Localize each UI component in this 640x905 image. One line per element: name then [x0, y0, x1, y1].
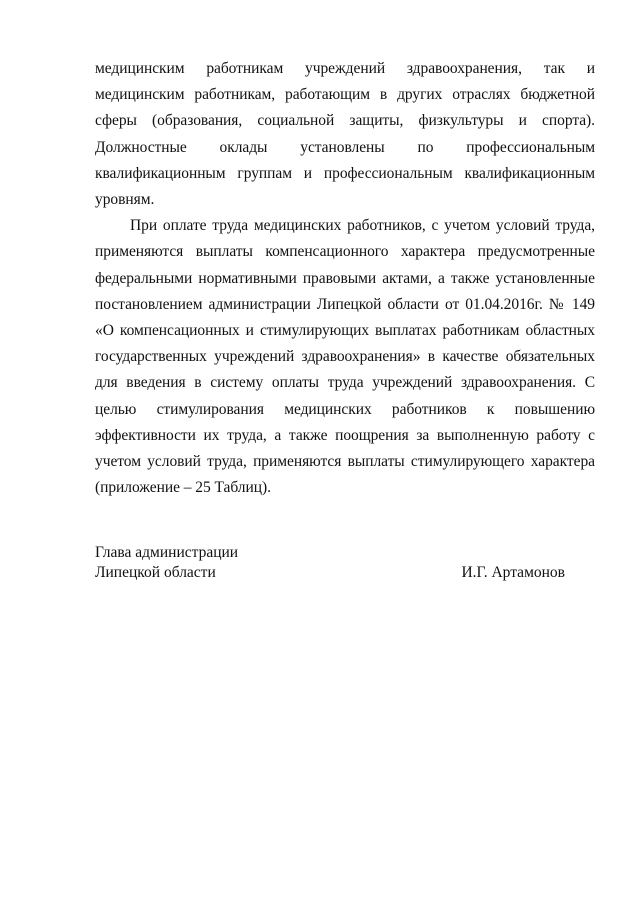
body-paragraph-compensation: При оплате труда медицинских работников, с учетом условий труда, применяются выплаты компенсационного характера предусмотренные федеральными нормативными правовыми актами, а также установленные постановлением администрации Липецкой области от 01.04.2016г. № 149 «О компенсационных и стимулирующих выплатах работникам областных государственных учреждений здравоохранения» в качестве обязательных для введения в систему оплаты труда учреждений здравоохранения. С целью стимулирования медицинских работников к повышению эффективности их труда, а также поощрения за выполненную работу с учетом условий труда, применяются выплаты стимулирующего характера (приложение – 25 Таблиц).: [95, 217, 595, 497]
signature-row: [95, 563, 565, 583]
signature-block: [95, 543, 565, 583]
signatory-title-line-1: Глава администрации: [95, 544, 239, 561]
document-body: [95, 56, 595, 501]
signatory-name: И.Г. Артамонов: [461, 564, 565, 581]
signatory-title-line-2: Липецкой области: [95, 564, 216, 581]
body-paragraph-continuation: медицинским работникам учреждений здравоохранения, так и медицинским работникам, работающим в других отраслях бюджетной сферы (образования, социальной защиты, физкультуры и спорта). Должностные оклады установлены по профессиональным квалификационным группам и профессиональным квалификационным уровням.: [95, 60, 595, 209]
